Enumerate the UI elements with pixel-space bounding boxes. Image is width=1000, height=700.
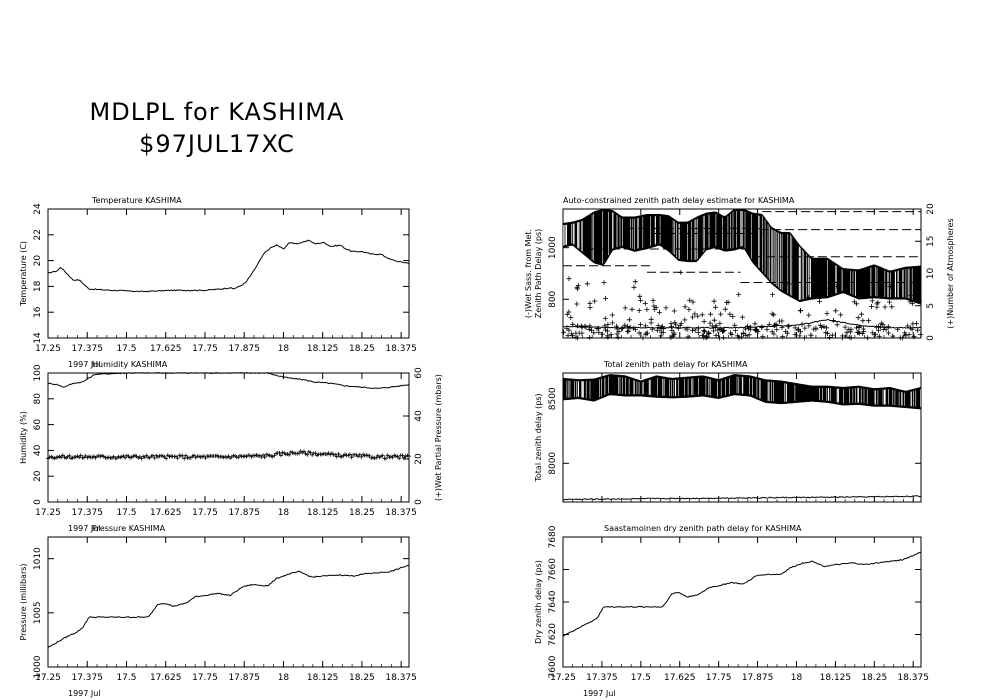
y-tick-label: 0 [33, 499, 43, 505]
y-tick-label: 60 [33, 418, 43, 431]
x-tick-label: 17.375 [586, 673, 618, 683]
x-tick-label: 17.5 [116, 673, 137, 683]
x-tick-label: 18.25 [349, 508, 375, 518]
plot-frame [563, 537, 921, 667]
x-tick-label: 17.875 [228, 344, 260, 354]
y2-tick-label: 20 [926, 203, 936, 215]
x-axis-label: 1997 Jul [583, 689, 616, 698]
y-tick-label: 8000 [548, 451, 558, 475]
x-tick-label: 18.375 [897, 673, 929, 683]
x-tick-label: 18.125 [306, 673, 339, 683]
series-line [48, 565, 409, 647]
x-tick-label: 18.375 [385, 673, 417, 683]
x-tick-label: 17.75 [705, 673, 732, 683]
y-axis-label: Dry zenith delay (ps) [534, 560, 543, 644]
y-tick-label: 40 [33, 444, 43, 457]
plot-frame [48, 373, 409, 502]
series-line [563, 552, 921, 637]
x-tick-label: 18 [790, 673, 803, 683]
y-axis-label: Temperature (C) [19, 240, 28, 307]
y-tick-label: 18 [33, 280, 43, 293]
y2-axis-label: (+)Number of Atmospheres [946, 218, 955, 329]
chart-temperature [19, 196, 417, 369]
y2-tick-label: 0 [926, 335, 936, 341]
x-tick-label: 17.375 [71, 673, 103, 683]
chart-humidity [19, 360, 443, 533]
x-tick-label: 17.25 [35, 673, 61, 683]
y-tick-label: 1010 [33, 547, 43, 571]
y-tick-label: 7600 [548, 655, 558, 679]
chart-pressure [19, 524, 417, 698]
chart-dry-zenith [534, 524, 929, 698]
x-tick-label: 18.375 [385, 344, 417, 354]
x-tick-label: 18.25 [349, 344, 375, 354]
series-line [48, 373, 409, 389]
y-tick-label: 20 [33, 254, 43, 267]
series-plus-points [46, 449, 411, 460]
x-tick-label: 17.625 [149, 508, 182, 518]
y-tick-label: 7620 [548, 623, 558, 646]
x-tick-label: 17.75 [192, 673, 218, 683]
x-tick-label: 18 [277, 344, 290, 354]
y-tick-label: 1000 [33, 655, 43, 679]
series-line [48, 240, 409, 292]
chart-title: Temperature KASHIMA [92, 196, 182, 205]
x-tick-label: 18 [277, 508, 290, 518]
y-tick-label: 8500 [548, 387, 558, 411]
x-tick-label: 17.875 [228, 508, 260, 518]
y-axis-label-secondary: (-)Wet Sass. from Met. [524, 228, 533, 319]
chart-title: Saastamoinen dry zenith path delay for KASHIMA [604, 524, 802, 533]
y2-tick-label: 40 [414, 410, 424, 422]
y-tick-label: 14 [33, 332, 43, 344]
x-tick-label: 17.625 [663, 673, 696, 683]
y2-tick-label: 60 [414, 367, 424, 379]
chart-auto-zenith [524, 196, 955, 341]
x-tick-label: 17.5 [630, 673, 651, 683]
x-tick-label: 17.875 [228, 673, 260, 683]
y-tick-label: 7640 [548, 590, 558, 614]
x-tick-label: 17.75 [192, 344, 218, 354]
x-axis-label: 1997 Jul [68, 689, 101, 698]
x-tick-label: 17.5 [116, 508, 137, 518]
y-axis-label: Zenith Path Delay (ps) [534, 228, 543, 319]
chart-title: Auto-constrained zenith path delay estimate for KASHIMA [563, 196, 795, 205]
chart-title: Total zenith path delay for KASHIMA [604, 360, 748, 369]
x-tick-label: 18.375 [385, 508, 417, 518]
x-tick-label: 17.25 [550, 673, 576, 683]
x-tick-label: 18 [277, 673, 290, 683]
x-tick-label: 18.125 [306, 508, 339, 518]
page-title-line1: MDLPL for KASHIMA [89, 98, 345, 126]
y-tick-label: 800 [548, 290, 558, 308]
y-tick-label: 1005 [33, 601, 43, 625]
y-tick-label: 1000 [548, 236, 558, 260]
x-tick-label: 17.5 [116, 344, 137, 354]
chart-title: Humidity KASHIMA [92, 360, 168, 369]
y-tick-label: 20 [33, 470, 43, 482]
x-tick-label: 17.75 [192, 508, 218, 518]
x-tick-label: 18.25 [349, 673, 375, 683]
y-axis-label: Total zenith delay (ps) [534, 393, 543, 482]
x-tick-label: 17.375 [71, 344, 103, 354]
x-tick-label: 18.125 [819, 673, 852, 683]
y-tick-label: 80 [33, 393, 43, 405]
y-tick-label: 24 [33, 203, 43, 215]
y-tick-label: 100 [33, 364, 43, 382]
x-axis-label: 1997 Jul [68, 524, 101, 533]
plot-frame [48, 209, 409, 338]
x-axis-label: 1997 Jul [68, 360, 101, 369]
y-tick-label: 16 [33, 306, 43, 318]
x-tick-label: 17.625 [149, 673, 182, 683]
series-line [563, 496, 921, 500]
x-tick-label: 17.625 [149, 344, 182, 354]
x-tick-label: 17.375 [71, 508, 103, 518]
y-axis-label: Pressure (millibars) [19, 563, 28, 641]
y-tick-label: 22 [33, 229, 43, 241]
y2-tick-label: 20 [414, 453, 424, 465]
x-tick-label: 18.25 [861, 673, 888, 683]
y2-tick-label: 15 [926, 235, 936, 247]
plot-frame [48, 537, 409, 667]
y2-tick-label: 5 [926, 302, 936, 309]
y-tick-label: 7680 [548, 525, 558, 549]
y2-tick-label: 0 [414, 499, 424, 505]
page-title-line2: $97JUL17XC [139, 130, 295, 158]
x-tick-label: 18.125 [306, 344, 339, 354]
y2-tick-label: 10 [926, 267, 936, 280]
y-axis-label: Humidity (%) [19, 411, 28, 464]
x-tick-label: 17.25 [35, 344, 61, 354]
chart-total-zenith [534, 360, 921, 502]
y-tick-label: 7660 [548, 558, 558, 581]
chart-title: Pressure KASHIMA [92, 524, 166, 533]
x-tick-label: 17.875 [741, 673, 774, 683]
x-tick-label: 17.25 [35, 508, 61, 518]
y2-axis-label: (+)Wet Partial Pressure (mbars) [434, 374, 443, 501]
